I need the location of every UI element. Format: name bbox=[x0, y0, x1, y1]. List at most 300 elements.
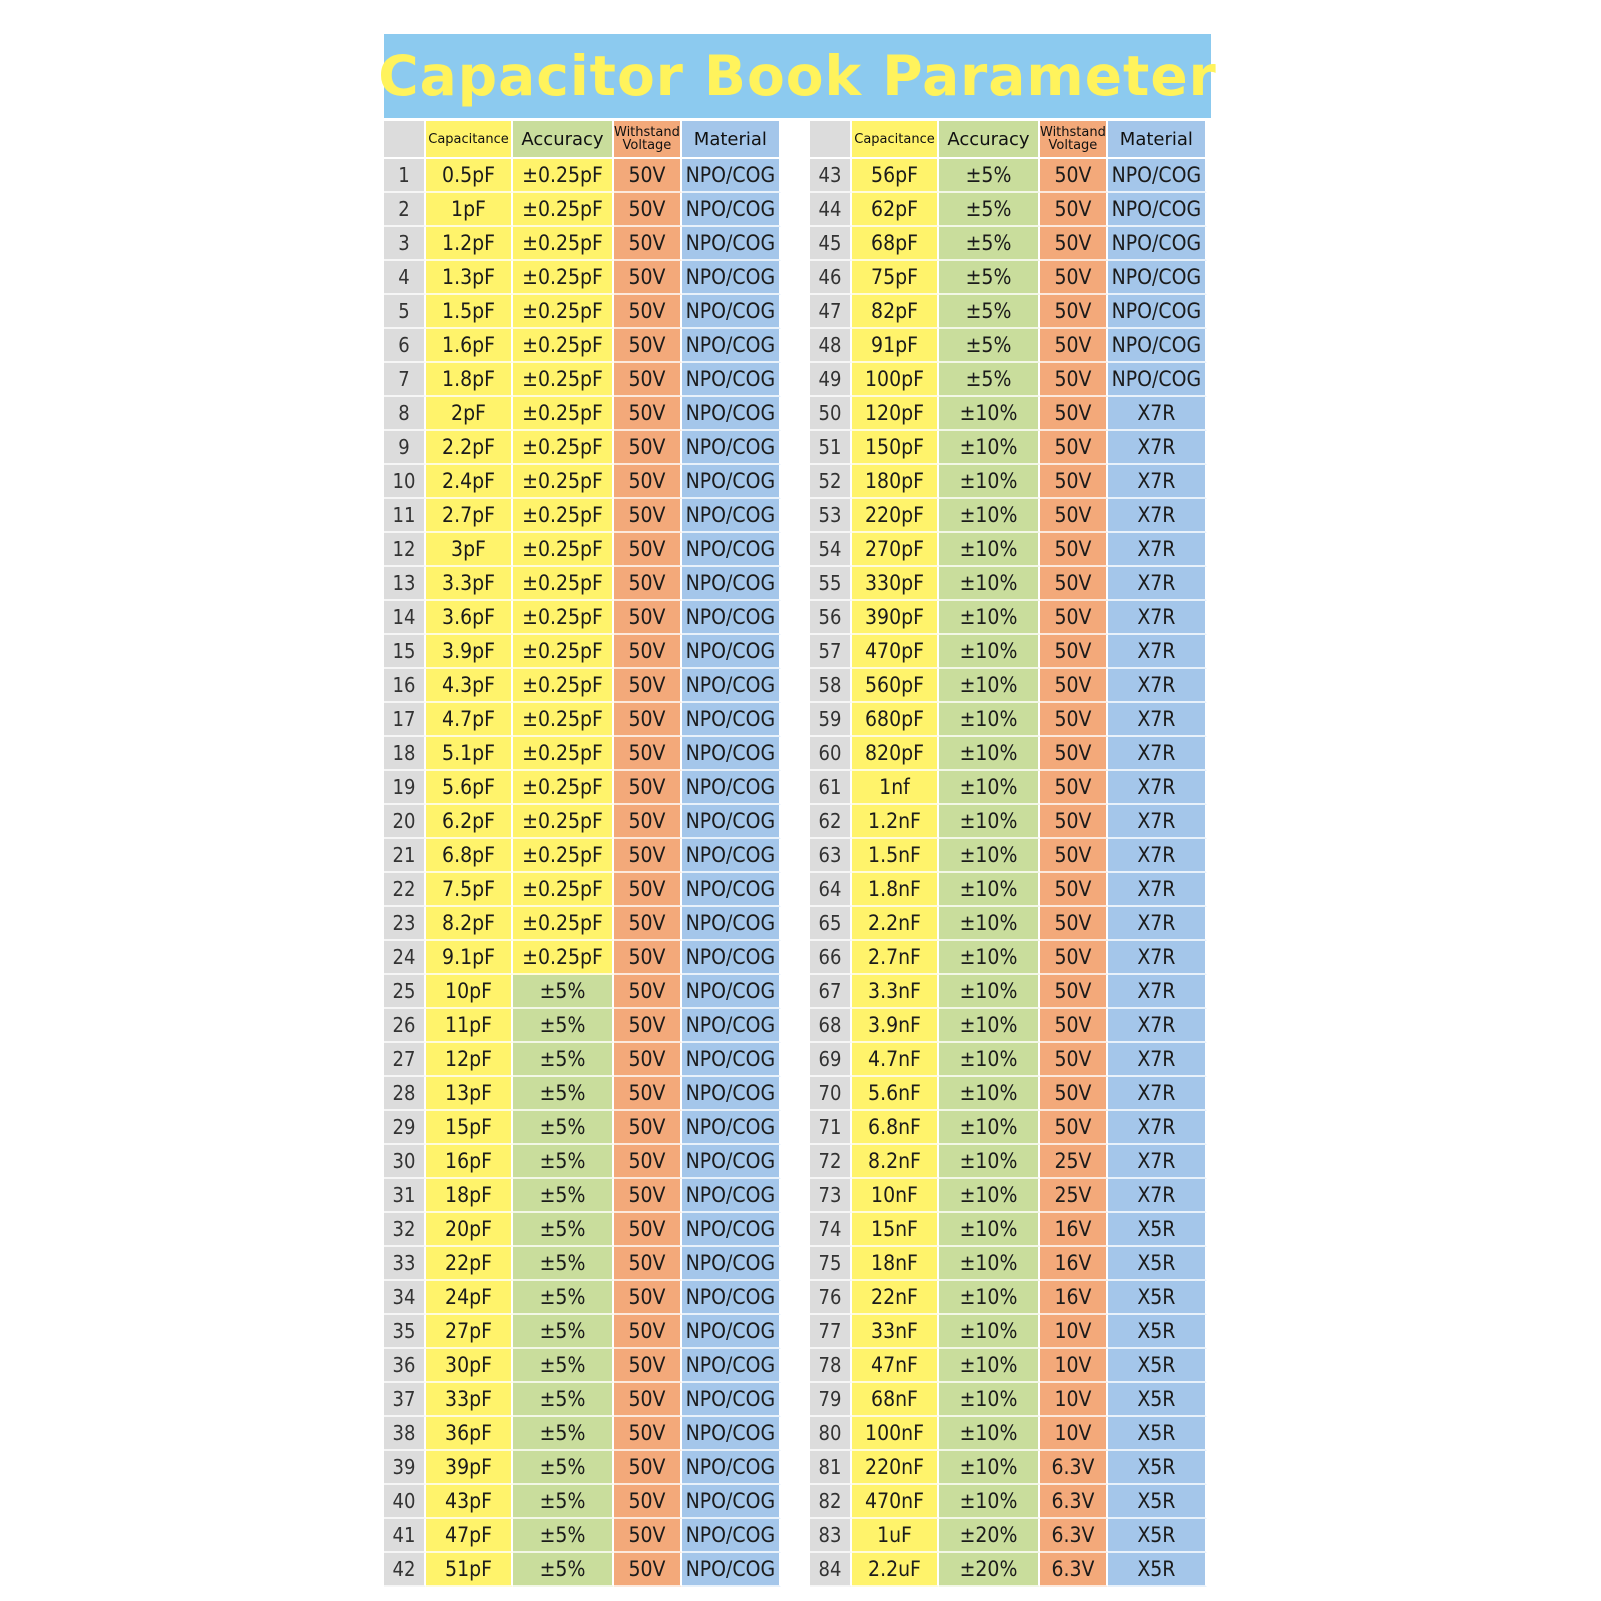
voltage-cell: 50V bbox=[614, 1145, 682, 1179]
capacitance-cell: 47nF bbox=[852, 1349, 939, 1383]
header-row bbox=[384, 121, 781, 159]
material-cell: NPO/COG bbox=[682, 1247, 781, 1281]
material-cell: X7R bbox=[1108, 669, 1207, 703]
capacitance-cell: 3.3pF bbox=[426, 567, 513, 601]
capacitance-cell: 1.2nF bbox=[852, 805, 939, 839]
accuracy-cell: ±10% bbox=[939, 397, 1040, 431]
material-cell: X7R bbox=[1108, 1111, 1207, 1145]
accuracy-cell: ±5% bbox=[513, 1043, 614, 1077]
voltage-cell: 50V bbox=[614, 363, 682, 397]
row-index: 71 bbox=[810, 1111, 852, 1145]
accuracy-cell: ±5% bbox=[513, 1281, 614, 1315]
capacitance-cell: 68pF bbox=[852, 227, 939, 261]
voltage-cell: 50V bbox=[614, 1485, 682, 1519]
material-cell: X7R bbox=[1108, 941, 1207, 975]
row-index: 20 bbox=[384, 805, 426, 839]
voltage-cell: 50V bbox=[614, 1281, 682, 1315]
table-row bbox=[810, 635, 1207, 669]
header-withstand-line2: Voltage bbox=[1048, 138, 1098, 153]
accuracy-cell: ±5% bbox=[513, 1451, 614, 1485]
table-row bbox=[384, 941, 781, 975]
capacitance-cell: 220nF bbox=[852, 1451, 939, 1485]
row-index: 45 bbox=[810, 227, 852, 261]
capacitance-cell: 1pF bbox=[426, 193, 513, 227]
table-row bbox=[810, 669, 1207, 703]
voltage-cell: 50V bbox=[1040, 1077, 1108, 1111]
row-index: 44 bbox=[810, 193, 852, 227]
row-index: 74 bbox=[810, 1213, 852, 1247]
table-row bbox=[810, 941, 1207, 975]
accuracy-cell: ±0.25pF bbox=[513, 941, 614, 975]
voltage-cell: 50V bbox=[614, 1349, 682, 1383]
row-index: 1 bbox=[384, 159, 426, 193]
row-index: 35 bbox=[384, 1315, 426, 1349]
material-cell: NPO/COG bbox=[682, 1145, 781, 1179]
voltage-cell: 16V bbox=[1040, 1213, 1108, 1247]
table-row bbox=[810, 1009, 1207, 1043]
capacitance-cell: 2.2nF bbox=[852, 907, 939, 941]
voltage-cell: 50V bbox=[614, 1077, 682, 1111]
material-cell: X7R bbox=[1108, 397, 1207, 431]
material-cell: NPO/COG bbox=[682, 771, 781, 805]
header-index bbox=[384, 121, 426, 159]
row-index: 36 bbox=[384, 1349, 426, 1383]
material-cell: NPO/COG bbox=[682, 499, 781, 533]
material-cell: X7R bbox=[1108, 1009, 1207, 1043]
voltage-cell: 50V bbox=[1040, 295, 1108, 329]
accuracy-cell: ±0.25pF bbox=[513, 193, 614, 227]
header-material: Material bbox=[682, 121, 781, 159]
row-index: 69 bbox=[810, 1043, 852, 1077]
capacitance-cell: 15pF bbox=[426, 1111, 513, 1145]
voltage-cell: 50V bbox=[614, 567, 682, 601]
row-index: 31 bbox=[384, 1179, 426, 1213]
capacitance-cell: 33nF bbox=[852, 1315, 939, 1349]
row-index: 84 bbox=[810, 1553, 852, 1587]
material-cell: NPO/COG bbox=[682, 567, 781, 601]
accuracy-cell: ±0.25pF bbox=[513, 465, 614, 499]
row-index: 83 bbox=[810, 1519, 852, 1553]
capacitance-cell: 39pF bbox=[426, 1451, 513, 1485]
row-index: 4 bbox=[384, 261, 426, 295]
voltage-cell: 50V bbox=[614, 159, 682, 193]
voltage-cell: 50V bbox=[1040, 261, 1108, 295]
row-index: 26 bbox=[384, 1009, 426, 1043]
capacitance-cell: 6.2pF bbox=[426, 805, 513, 839]
material-cell: X7R bbox=[1108, 601, 1207, 635]
row-index: 14 bbox=[384, 601, 426, 635]
table-row bbox=[384, 1179, 781, 1213]
capacitance-cell: 1.8nF bbox=[852, 873, 939, 907]
row-index: 21 bbox=[384, 839, 426, 873]
voltage-cell: 50V bbox=[614, 465, 682, 499]
table-row bbox=[384, 1553, 781, 1587]
header-material: Material bbox=[1108, 121, 1207, 159]
accuracy-cell: ±5% bbox=[939, 227, 1040, 261]
row-index: 80 bbox=[810, 1417, 852, 1451]
voltage-cell: 50V bbox=[1040, 363, 1108, 397]
material-cell: X5R bbox=[1108, 1213, 1207, 1247]
material-cell: NPO/COG bbox=[682, 907, 781, 941]
material-cell: NPO/COG bbox=[682, 1009, 781, 1043]
table-row bbox=[810, 1349, 1207, 1383]
header-capacitance: Capacitance bbox=[426, 121, 513, 159]
row-index: 46 bbox=[810, 261, 852, 295]
table-row bbox=[810, 193, 1207, 227]
accuracy-cell: ±0.25pF bbox=[513, 805, 614, 839]
accuracy-cell: ±5% bbox=[513, 1349, 614, 1383]
voltage-cell: 10V bbox=[1040, 1315, 1108, 1349]
header-accuracy: Accuracy bbox=[939, 121, 1040, 159]
accuracy-cell: ±5% bbox=[513, 1077, 614, 1111]
material-cell: X7R bbox=[1108, 1077, 1207, 1111]
accuracy-cell: ±0.25pF bbox=[513, 567, 614, 601]
accuracy-cell: ±5% bbox=[513, 1519, 614, 1553]
accuracy-cell: ±5% bbox=[939, 261, 1040, 295]
material-cell: NPO/COG bbox=[682, 1281, 781, 1315]
accuracy-cell: ±0.25pF bbox=[513, 533, 614, 567]
table-row bbox=[384, 1077, 781, 1111]
page-title: Capacitor Book Parameter bbox=[378, 44, 1217, 108]
row-index: 58 bbox=[810, 669, 852, 703]
material-cell: NPO/COG bbox=[682, 941, 781, 975]
row-index: 39 bbox=[384, 1451, 426, 1485]
table-row bbox=[810, 805, 1207, 839]
row-index: 7 bbox=[384, 363, 426, 397]
voltage-cell: 50V bbox=[1040, 227, 1108, 261]
material-cell: NPO/COG bbox=[682, 431, 781, 465]
material-cell: NPO/COG bbox=[682, 805, 781, 839]
table-row bbox=[384, 873, 781, 907]
header-withstand-line1: Withstand bbox=[1040, 125, 1106, 140]
row-index: 27 bbox=[384, 1043, 426, 1077]
row-index: 52 bbox=[810, 465, 852, 499]
table-row bbox=[810, 907, 1207, 941]
voltage-cell: 50V bbox=[614, 1043, 682, 1077]
accuracy-cell: ±10% bbox=[939, 1077, 1040, 1111]
voltage-cell: 16V bbox=[1040, 1247, 1108, 1281]
table-row bbox=[384, 1247, 781, 1281]
material-cell: X7R bbox=[1108, 737, 1207, 771]
accuracy-cell: ±10% bbox=[939, 1213, 1040, 1247]
material-cell: NPO/COG bbox=[682, 159, 781, 193]
accuracy-cell: ±20% bbox=[939, 1519, 1040, 1553]
voltage-cell: 6.3V bbox=[1040, 1553, 1108, 1587]
accuracy-cell: ±0.25pF bbox=[513, 397, 614, 431]
accuracy-cell: ±10% bbox=[939, 533, 1040, 567]
material-cell: X5R bbox=[1108, 1281, 1207, 1315]
accuracy-cell: ±0.25pF bbox=[513, 669, 614, 703]
accuracy-cell: ±5% bbox=[939, 329, 1040, 363]
voltage-cell: 50V bbox=[1040, 193, 1108, 227]
capacitance-cell: 390pF bbox=[852, 601, 939, 635]
table-row bbox=[384, 1417, 781, 1451]
accuracy-cell: ±20% bbox=[939, 1553, 1040, 1587]
table-row bbox=[810, 1451, 1207, 1485]
table-row bbox=[810, 1077, 1207, 1111]
material-cell: X7R bbox=[1108, 1043, 1207, 1077]
capacitance-cell: 470pF bbox=[852, 635, 939, 669]
row-index: 29 bbox=[384, 1111, 426, 1145]
table-row bbox=[810, 1519, 1207, 1553]
header-withstand-voltage bbox=[1040, 121, 1108, 159]
capacitance-cell: 1uF bbox=[852, 1519, 939, 1553]
table-row bbox=[810, 329, 1207, 363]
table-row bbox=[810, 465, 1207, 499]
header-withstand-line1: Withstand bbox=[614, 125, 680, 140]
accuracy-cell: ±10% bbox=[939, 975, 1040, 1009]
material-cell: NPO/COG bbox=[682, 839, 781, 873]
row-index: 10 bbox=[384, 465, 426, 499]
capacitance-cell: 1nf bbox=[852, 771, 939, 805]
table-row bbox=[384, 907, 781, 941]
row-index: 13 bbox=[384, 567, 426, 601]
accuracy-cell: ±0.25pF bbox=[513, 499, 614, 533]
voltage-cell: 50V bbox=[614, 839, 682, 873]
accuracy-cell: ±10% bbox=[939, 465, 1040, 499]
voltage-cell: 50V bbox=[1040, 1111, 1108, 1145]
accuracy-cell: ±10% bbox=[939, 1247, 1040, 1281]
table-row bbox=[384, 1009, 781, 1043]
material-cell: NPO/COG bbox=[682, 703, 781, 737]
capacitance-cell: 9.1pF bbox=[426, 941, 513, 975]
accuracy-cell: ±0.25pF bbox=[513, 839, 614, 873]
row-index: 62 bbox=[810, 805, 852, 839]
accuracy-cell: ±10% bbox=[939, 907, 1040, 941]
voltage-cell: 50V bbox=[614, 635, 682, 669]
header-capacitance: Capacitance bbox=[852, 121, 939, 159]
voltage-cell: 50V bbox=[1040, 873, 1108, 907]
table-row bbox=[810, 975, 1207, 1009]
material-cell: NPO/COG bbox=[682, 1519, 781, 1553]
row-index: 19 bbox=[384, 771, 426, 805]
material-cell: NPO/COG bbox=[682, 295, 781, 329]
voltage-cell: 50V bbox=[1040, 159, 1108, 193]
voltage-cell: 50V bbox=[614, 1315, 682, 1349]
material-cell: X7R bbox=[1108, 533, 1207, 567]
row-index: 77 bbox=[810, 1315, 852, 1349]
table-row bbox=[384, 465, 781, 499]
capacitance-cell: 22nF bbox=[852, 1281, 939, 1315]
accuracy-cell: ±5% bbox=[939, 193, 1040, 227]
capacitance-cell: 62pF bbox=[852, 193, 939, 227]
capacitance-cell: 1.6pF bbox=[426, 329, 513, 363]
voltage-cell: 50V bbox=[1040, 329, 1108, 363]
table-row bbox=[810, 1043, 1207, 1077]
table-row bbox=[384, 1281, 781, 1315]
capacitance-cell: 4.7nF bbox=[852, 1043, 939, 1077]
capacitance-cell: 2.2uF bbox=[852, 1553, 939, 1587]
capacitance-cell: 10nF bbox=[852, 1179, 939, 1213]
voltage-cell: 50V bbox=[614, 1519, 682, 1553]
voltage-cell: 50V bbox=[1040, 669, 1108, 703]
table-row bbox=[810, 227, 1207, 261]
capacitance-cell: 18pF bbox=[426, 1179, 513, 1213]
row-index: 15 bbox=[384, 635, 426, 669]
accuracy-cell: ±0.25pF bbox=[513, 159, 614, 193]
material-cell: NPO/COG bbox=[682, 1043, 781, 1077]
voltage-cell: 25V bbox=[1040, 1179, 1108, 1213]
voltage-cell: 50V bbox=[614, 397, 682, 431]
voltage-cell: 10V bbox=[1040, 1349, 1108, 1383]
material-cell: NPO/COG bbox=[682, 873, 781, 907]
accuracy-cell: ±0.25pF bbox=[513, 295, 614, 329]
capacitance-cell: 75pF bbox=[852, 261, 939, 295]
capacitance-cell: 18nF bbox=[852, 1247, 939, 1281]
voltage-cell: 6.3V bbox=[1040, 1485, 1108, 1519]
accuracy-cell: ±10% bbox=[939, 873, 1040, 907]
accuracy-cell: ±5% bbox=[513, 1111, 614, 1145]
header-index bbox=[810, 121, 852, 159]
voltage-cell: 50V bbox=[614, 975, 682, 1009]
accuracy-cell: ±10% bbox=[939, 941, 1040, 975]
accuracy-cell: ±10% bbox=[939, 1179, 1040, 1213]
capacitance-cell: 47pF bbox=[426, 1519, 513, 1553]
table-row bbox=[384, 1451, 781, 1485]
parameter-table-right bbox=[810, 121, 1207, 1587]
row-index: 22 bbox=[384, 873, 426, 907]
material-cell: X5R bbox=[1108, 1247, 1207, 1281]
table-row bbox=[810, 295, 1207, 329]
voltage-cell: 50V bbox=[614, 771, 682, 805]
table-row bbox=[810, 601, 1207, 635]
capacitance-cell: 68nF bbox=[852, 1383, 939, 1417]
accuracy-cell: ±5% bbox=[513, 1145, 614, 1179]
material-cell: NPO/COG bbox=[1108, 261, 1207, 295]
capacitance-cell: 20pF bbox=[426, 1213, 513, 1247]
material-cell: X7R bbox=[1108, 465, 1207, 499]
table-row bbox=[810, 1281, 1207, 1315]
table-row bbox=[384, 1043, 781, 1077]
material-cell: X5R bbox=[1108, 1485, 1207, 1519]
material-cell: NPO/COG bbox=[1108, 329, 1207, 363]
voltage-cell: 50V bbox=[614, 1451, 682, 1485]
voltage-cell: 50V bbox=[1040, 771, 1108, 805]
material-cell: NPO/COG bbox=[682, 1553, 781, 1587]
row-index: 49 bbox=[810, 363, 852, 397]
voltage-cell: 6.3V bbox=[1040, 1519, 1108, 1553]
capacitance-cell: 2.7nF bbox=[852, 941, 939, 975]
voltage-cell: 50V bbox=[614, 941, 682, 975]
accuracy-cell: ±10% bbox=[939, 771, 1040, 805]
voltage-cell: 50V bbox=[1040, 431, 1108, 465]
voltage-cell: 50V bbox=[614, 1383, 682, 1417]
capacitance-cell: 82pF bbox=[852, 295, 939, 329]
row-index: 60 bbox=[810, 737, 852, 771]
material-cell: X7R bbox=[1108, 907, 1207, 941]
table-row bbox=[810, 1247, 1207, 1281]
capacitance-cell: 22pF bbox=[426, 1247, 513, 1281]
row-index: 43 bbox=[810, 159, 852, 193]
row-index: 64 bbox=[810, 873, 852, 907]
accuracy-cell: ±5% bbox=[513, 1213, 614, 1247]
material-cell: NPO/COG bbox=[682, 1417, 781, 1451]
capacitance-cell: 820pF bbox=[852, 737, 939, 771]
row-index: 81 bbox=[810, 1451, 852, 1485]
voltage-cell: 50V bbox=[614, 295, 682, 329]
voltage-cell: 50V bbox=[614, 1111, 682, 1145]
capacitance-cell: 270pF bbox=[852, 533, 939, 567]
accuracy-cell: ±10% bbox=[939, 567, 1040, 601]
accuracy-cell: ±10% bbox=[939, 1043, 1040, 1077]
row-index: 32 bbox=[384, 1213, 426, 1247]
capacitance-cell: 1.3pF bbox=[426, 261, 513, 295]
row-index: 78 bbox=[810, 1349, 852, 1383]
accuracy-cell: ±0.25pF bbox=[513, 227, 614, 261]
material-cell: NPO/COG bbox=[1108, 295, 1207, 329]
voltage-cell: 50V bbox=[614, 805, 682, 839]
capacitance-cell: 27pF bbox=[426, 1315, 513, 1349]
material-cell: X7R bbox=[1108, 431, 1207, 465]
accuracy-cell: ±10% bbox=[939, 669, 1040, 703]
accuracy-cell: ±10% bbox=[939, 1111, 1040, 1145]
table-row bbox=[384, 1213, 781, 1247]
accuracy-cell: ±0.25pF bbox=[513, 601, 614, 635]
voltage-cell: 50V bbox=[1040, 805, 1108, 839]
accuracy-cell: ±10% bbox=[939, 1417, 1040, 1451]
voltage-cell: 16V bbox=[1040, 1281, 1108, 1315]
header-accuracy: Accuracy bbox=[513, 121, 614, 159]
capacitance-cell: 43pF bbox=[426, 1485, 513, 1519]
voltage-cell: 50V bbox=[614, 193, 682, 227]
accuracy-cell: ±0.25pF bbox=[513, 635, 614, 669]
table-row bbox=[810, 1553, 1207, 1587]
voltage-cell: 50V bbox=[1040, 1043, 1108, 1077]
accuracy-cell: ±5% bbox=[513, 1315, 614, 1349]
accuracy-cell: ±10% bbox=[939, 1009, 1040, 1043]
capacitance-cell: 680pF bbox=[852, 703, 939, 737]
capacitance-cell: 11pF bbox=[426, 1009, 513, 1043]
voltage-cell: 50V bbox=[614, 601, 682, 635]
capacitance-cell: 91pF bbox=[852, 329, 939, 363]
voltage-cell: 50V bbox=[1040, 465, 1108, 499]
row-index: 72 bbox=[810, 1145, 852, 1179]
capacitance-cell: 51pF bbox=[426, 1553, 513, 1587]
capacitance-cell: 15nF bbox=[852, 1213, 939, 1247]
capacitance-cell: 1.8pF bbox=[426, 363, 513, 397]
voltage-cell: 50V bbox=[1040, 839, 1108, 873]
row-index: 3 bbox=[384, 227, 426, 261]
voltage-cell: 50V bbox=[1040, 499, 1108, 533]
accuracy-cell: ±10% bbox=[939, 635, 1040, 669]
accuracy-cell: ±0.25pF bbox=[513, 907, 614, 941]
voltage-cell: 50V bbox=[614, 907, 682, 941]
row-index: 47 bbox=[810, 295, 852, 329]
capacitance-cell: 4.7pF bbox=[426, 703, 513, 737]
table-row bbox=[384, 499, 781, 533]
table-row bbox=[384, 329, 781, 363]
table-row bbox=[384, 771, 781, 805]
capacitance-cell: 36pF bbox=[426, 1417, 513, 1451]
row-index: 70 bbox=[810, 1077, 852, 1111]
table-row bbox=[384, 601, 781, 635]
voltage-cell: 50V bbox=[614, 703, 682, 737]
material-cell: NPO/COG bbox=[682, 1179, 781, 1213]
row-index: 57 bbox=[810, 635, 852, 669]
material-cell: NPO/COG bbox=[682, 635, 781, 669]
capacitance-cell: 16pF bbox=[426, 1145, 513, 1179]
capacitance-cell: 1.2pF bbox=[426, 227, 513, 261]
material-cell: X7R bbox=[1108, 1145, 1207, 1179]
material-cell: NPO/COG bbox=[682, 1111, 781, 1145]
row-index: 68 bbox=[810, 1009, 852, 1043]
accuracy-cell: ±0.25pF bbox=[513, 431, 614, 465]
capacitance-cell: 10pF bbox=[426, 975, 513, 1009]
capacitance-cell: 56pF bbox=[852, 159, 939, 193]
row-index: 30 bbox=[384, 1145, 426, 1179]
table-row bbox=[384, 397, 781, 431]
row-index: 41 bbox=[384, 1519, 426, 1553]
